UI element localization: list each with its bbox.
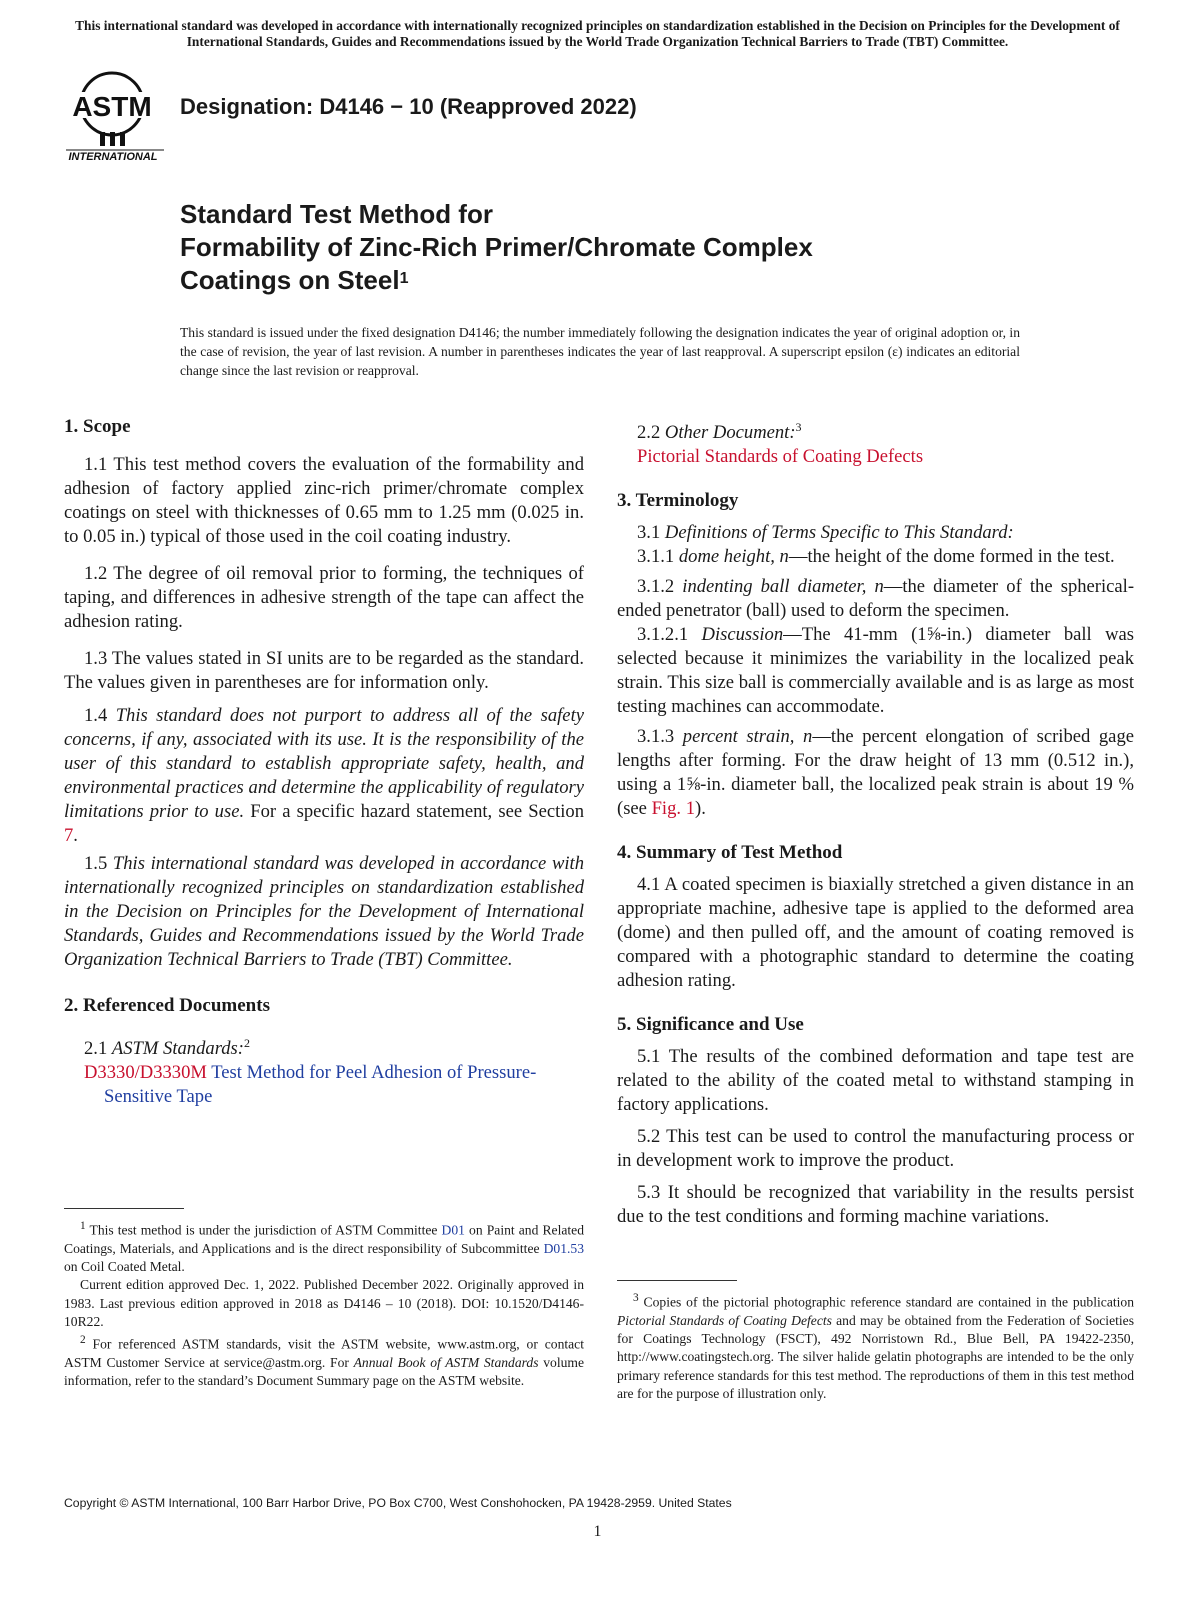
fig-1-link[interactable]: Fig. 1 xyxy=(651,798,695,820)
title-line-1: Standard Test Method for xyxy=(180,199,493,229)
para-3-1: 3.1 Definitions of Terms Specific to This Standard: xyxy=(637,522,1014,544)
section-4-heading: 4. Summary of Test Method xyxy=(617,842,843,864)
section-5-heading: 5. Significance and Use xyxy=(617,1014,804,1036)
section-2-heading: 2. Referenced Documents xyxy=(64,995,270,1016)
page-number: 1 xyxy=(593,1523,602,1540)
para-1-4: 1.4 This standard does not purport to address all of the safety concerns, if any, associated with its use. It is the responsibility of the user of this standard to establish appropriate safety, health, and environmental practices and determine the applicability of regulatory limitations prior to use. For a specific hazard statement, see Section 7. xyxy=(64,705,585,846)
para-4-1: 4.1 A coated specimen is biaxially stretched a given distance in an appropriate machine, adhesive tape is applied to the deformed area (dome) and then pulled off, and the amount of coating removed is compared with a photographic standard to determine the coating adhesion rating. xyxy=(617,874,1134,992)
footnote-divider-left xyxy=(64,1208,184,1209)
para-1-1: 1.1 This test method covers the evaluation of the formability and adhesion of factory applied zinc-rich primer/chromate complex coatings on steel with thicknesses of 0.65 mm to 1.25 mm (0.025 in. to 0.05 in.) typical of those used in the coil coating industry. xyxy=(64,454,584,547)
d01-53-link[interactable]: D01.53 xyxy=(543,1240,584,1256)
reference-pictorial xyxy=(617,445,1134,469)
d3330-link[interactable]: D3330/D3330M xyxy=(84,1062,207,1084)
para-1-5: 1.5 This international standard was developed in accordance with internationally recognized principles on standardization established in the Decision on Principles for the Development of International Standards, Guides and Recommendations issued by the World Trade Organization Technical Barriers to Trade (TBT) Committee. xyxy=(64,853,584,970)
copyright: Copyright © ASTM International, 100 Barr Harbor Drive, PO Box C700, West Conshohocken, PA 19428-2959. United States xyxy=(64,1496,732,1510)
d01-link[interactable]: D01 xyxy=(441,1222,465,1238)
footnotes-right xyxy=(617,1289,1134,1403)
para-1-2: 1.2 The degree of oil removal prior to forming, the techniques of taping, and differences in adhesive strength of the tape can affect the adhesion rating. xyxy=(64,563,584,632)
para-5-3: 5.3 It should be recognized that variability in the results persist due to the test conditions and forming machine variations. xyxy=(617,1182,1134,1228)
astm-logo-icon xyxy=(64,70,168,166)
reference-d3330 xyxy=(64,1061,584,1109)
para-2-2: 2.2 Other Document:$^3$ xyxy=(637,420,802,444)
issued-note: This standard is issued under the fixed designation D4146; the number immediately following the designation indicates the year of original adoption or, in the case of revision, the year of last revision. A number in parentheses indicates the year of last reapproval. A superscript epsilon (ε) indicates an editorial change since the last revision or reapproval. xyxy=(180,325,1020,378)
right-column xyxy=(617,415,1134,1229)
para-5-2: 5.2 This test can be used to control the manufacturing process or in development work to improve the product. xyxy=(617,1126,1134,1172)
section-1-heading: 1. Scope xyxy=(64,416,131,437)
para-2-1: 2.1 ASTM Standards:$^2$ xyxy=(84,1036,250,1060)
footnote-divider-right xyxy=(617,1280,737,1281)
footnote-3: $^3$ Copies of the pictorial photographic reference standard are contained in the publication Pictorial Standards of Coating Defects and may be obtained from the Federation of Societies for Coatings Technology (FSCT), 492 Norristown Rd., Blue Bell, PA 19422-2350, http://www.coatingstech.org. The silver halide gelatin photographs are intended to be the only primary reference standards for this test method. The reproductions of them in this test method are for the purpose of illustration only. xyxy=(617,1292,1134,1402)
left-column xyxy=(64,415,584,1109)
section-3-heading: 3. Terminology xyxy=(617,490,739,512)
para-3-1-1: 3.1.1 dome height, n—the height of the dome formed in the test. xyxy=(637,546,1115,568)
title-line-3: Coatings on Steel$^1$ xyxy=(180,265,409,295)
para-3-1-2: 3.1.2 indenting ball diameter, n—the diameter of the spherical-ended penetrator (ball) used to deform the specimen. xyxy=(617,576,1135,622)
para-3-1-3: 3.1.3 percent strain, n—the percent elongation of scribed gage lengths after forming. For the draw height of 13 mm (0.512 in.), using a 1⅝-in. diameter ball, the localized peak strain is about 19 % (see Fig. 1). xyxy=(617,726,1134,820)
page-title xyxy=(180,198,960,297)
title-line-2: Formability of Zinc-Rich Primer/Chromate Complex xyxy=(180,232,813,262)
section-7-link[interactable]: 7 xyxy=(64,825,74,846)
footnote-3-ref[interactable]: 3 xyxy=(795,420,802,434)
logo-international-text: INTERNATIONAL xyxy=(68,151,158,163)
footnote-1: $^1$ This test method is under the jurisdiction of ASTM Committee D01 on Paint and Related Coatings, Materials, and Applications and is the direct responsibility of Subcommittee D01.53 on Coil Coated Metal. xyxy=(64,1220,584,1275)
para-3-1-2-1: 3.1.2.1 Discussion—The 41-mm (1⅝-in.) diameter ball was selected because it minimizes the variability in the localized peak strain. This size ball is commercially available and is as large as most testing machines can accommodate. xyxy=(617,624,1134,718)
para-1-3: 1.3 The values stated in SI units are to be regarded as the standard. The values given in parentheses are for information only. xyxy=(64,648,584,693)
title-footnote-ref[interactable]: 1 xyxy=(399,270,409,287)
designation: Designation: D4146 − 10 (Reapproved 2022) xyxy=(180,94,637,119)
d3330-title-link[interactable]: Test Method for Peel Adhesion of Pressure-Sensitive Tape xyxy=(104,1062,537,1108)
footnote-1-edition: Current edition approved Dec. 1, 2022. Published December 2022. Originally approved in 1983. Last previous edition approved in 2018 as D4146 – 10 (2018). DOI: 10.1520/D4146-10R22. xyxy=(64,1277,584,1330)
footnote-2-ref[interactable]: 2 xyxy=(243,1036,250,1050)
astm-logo xyxy=(64,70,168,166)
header-notice: This international standard was developed in accordance with internationally recognized principles on standardization established in the Decision on Principles for the Development of International Standards, Guides and Recommendations issued by the World Trade Organization Technical Barriers to Trade (TBT) Committee. xyxy=(75,18,1120,49)
footnote-2: $^2$ For referenced ASTM standards, visit the ASTM website, www.astm.org, or contact ASTM Customer Service at service@astm.org. For Annual Book of ASTM Standards volume information, refer to the standard’s Document Summary page on the ASTM website. xyxy=(64,1334,585,1389)
para-5-1: 5.1 The results of the combined deformation and tape test are related to the ability of the coated metal to withstand stamping in factory applications. xyxy=(617,1046,1134,1116)
pictorial-standards-link[interactable]: Pictorial Standards of Coating Defects xyxy=(637,446,924,468)
svg-text:ASTM: ASTM xyxy=(72,91,152,122)
footnotes-left xyxy=(64,1217,584,1391)
